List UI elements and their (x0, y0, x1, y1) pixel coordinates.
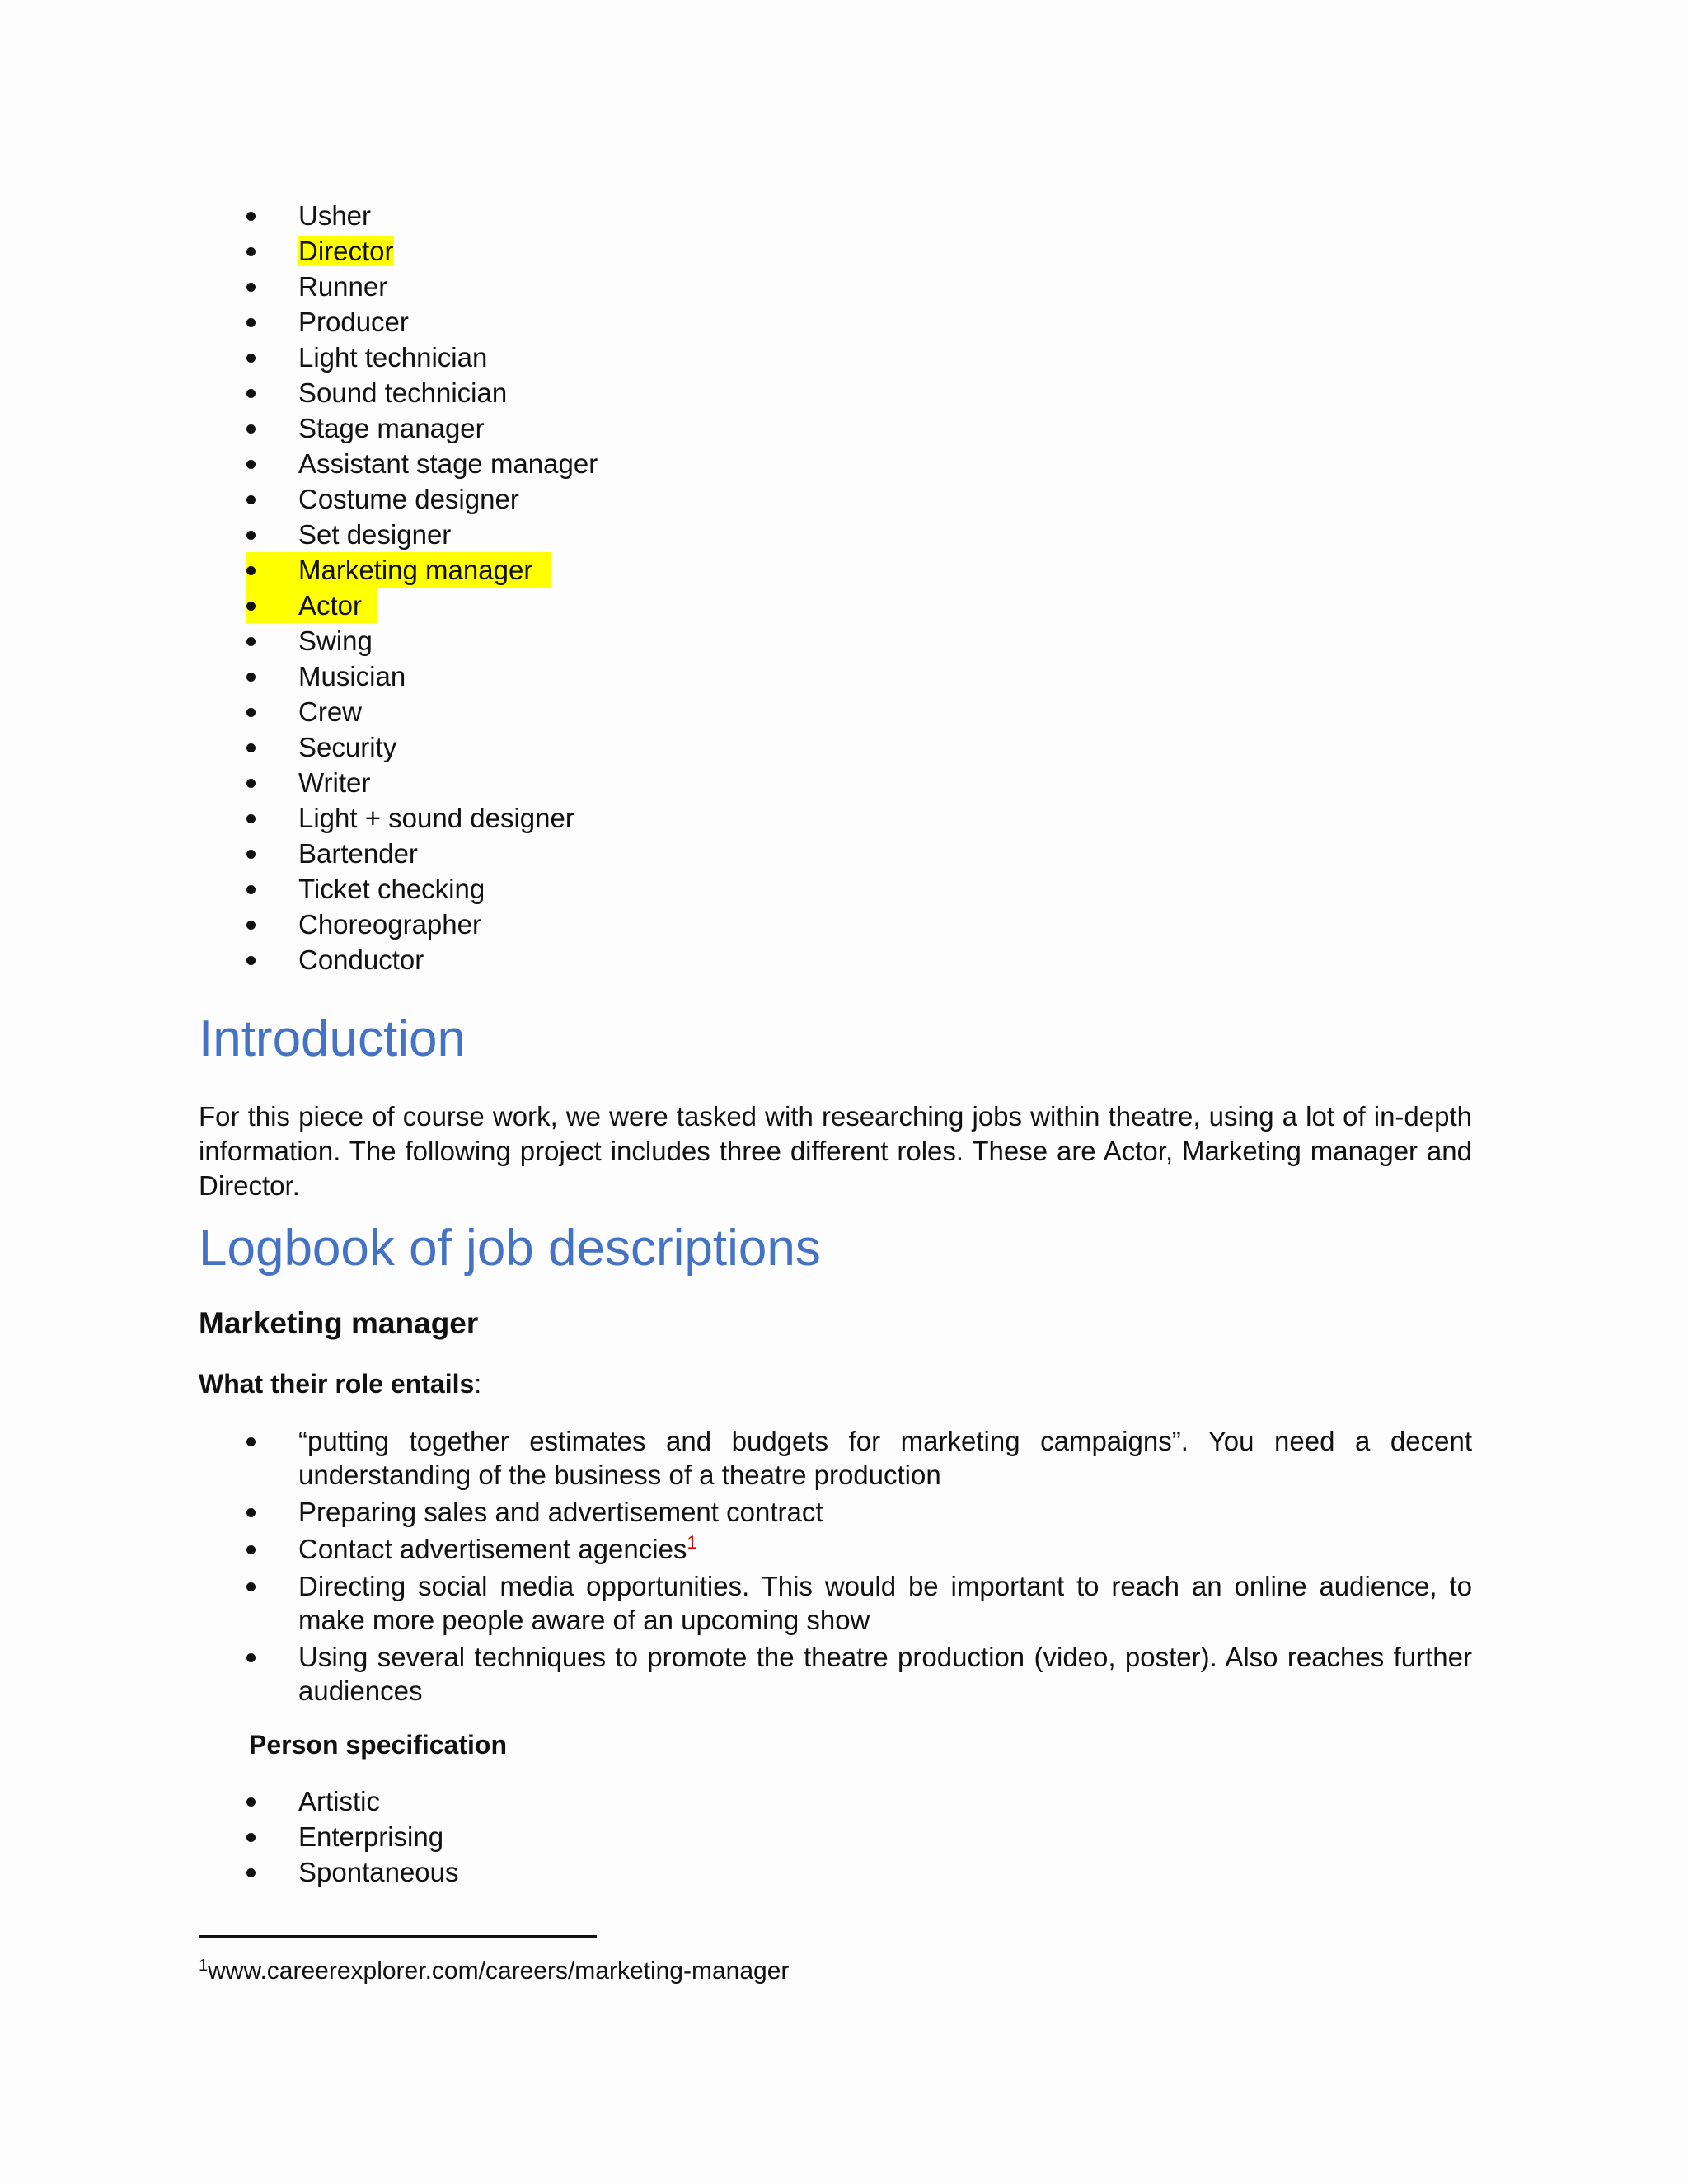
bullet-icon (246, 460, 256, 469)
person-spec-item-label: Artistic (298, 1786, 380, 1816)
roles-list-item-label: Actor (298, 590, 363, 621)
entails-list-item-text: Directing social media opportunities. This would be important to reach an online audience, to make more people aware of an upcoming show (298, 1571, 1472, 1635)
entails-list-item (0, 1569, 1472, 1637)
roles-list-item (0, 233, 598, 269)
bullet-icon (246, 956, 256, 965)
bullet-icon (246, 247, 256, 256)
roles-list-item-label: Set designer (298, 519, 452, 550)
roles-list-item (0, 304, 598, 340)
person-spec-item (0, 1783, 459, 1819)
introduction-heading: Introduction (199, 1010, 466, 1067)
roles-list-item (0, 623, 598, 658)
footnote (199, 1955, 789, 1988)
roles-list-item-label: Director (298, 236, 394, 266)
roles-list-item (0, 481, 598, 517)
roles-list-item-label: Costume designer (298, 484, 519, 514)
roles-list-item-label: Swing (298, 626, 373, 656)
roles-list-item-label: Writer (298, 767, 371, 798)
roles-list-item-label: Stage manager (298, 413, 485, 443)
role-entails-colon: : (474, 1369, 482, 1399)
entails-list-item-text: Preparing sales and advertisement contract (298, 1497, 823, 1527)
entails-list-item (0, 1495, 1472, 1529)
entails-list-item-text: Using several techniques to promote the theatre production (video, poster). Also reaches further audiences (298, 1642, 1472, 1706)
footnote-marker: 1 (199, 1957, 209, 1975)
roles-list-item (0, 375, 598, 410)
person-spec-label: Person specification (249, 1730, 507, 1760)
roles-list-item (0, 871, 598, 907)
bullet-icon (246, 424, 256, 434)
roles-list-item-label: Security (298, 732, 397, 762)
bullet-icon (246, 389, 256, 398)
bullet-icon (246, 318, 256, 327)
roles-list-item (0, 517, 598, 552)
roles-list-item (0, 800, 598, 836)
roles-list-item-label: Light technician (298, 342, 488, 373)
bullet-icon (246, 354, 256, 363)
roles-list-item-label: Conductor (298, 944, 424, 975)
role-title: Marketing manager (199, 1306, 479, 1340)
roles-list-item-label: Assistant stage manager (298, 448, 598, 479)
entails-list-item-text: Contact advertisement agencies (298, 1534, 687, 1564)
roles-list-item (0, 658, 598, 694)
person-spec-list (0, 1783, 459, 1890)
bullet-icon (246, 566, 256, 575)
bullet-icon (246, 1797, 256, 1807)
entails-list-item (0, 1532, 1472, 1566)
roles-list-item-label: Sound technician (298, 377, 508, 408)
bullet-icon (246, 779, 256, 788)
role-entails-list (0, 1424, 1472, 1711)
introduction-paragraph: For this piece of course work, we were tasked with researching jobs within theatre, using a lot of in-depth information. The following project includes three different roles. These are Actor, Marketing manager and Director. (199, 1101, 1472, 1201)
roles-list-item (0, 942, 598, 977)
bullet-icon (246, 1545, 256, 1554)
bullet-icon (246, 531, 256, 540)
roles-list-item-label: Producer (298, 307, 409, 337)
bullet-icon (246, 1508, 256, 1517)
roles-list-item (0, 446, 598, 481)
footnote-separator (199, 1935, 597, 1938)
bullet-icon (246, 1582, 256, 1591)
bullet-icon (246, 212, 256, 221)
roles-list-item-label: Choreographer (298, 909, 481, 940)
bullet-icon (246, 743, 256, 752)
bullet-icon (246, 850, 256, 859)
bullet-icon (246, 921, 256, 930)
entails-list-item (0, 1640, 1472, 1708)
roles-list-item-label: Ticket checking (298, 874, 485, 904)
roles-list-item (0, 340, 598, 375)
person-spec-item-label: Spontaneous (298, 1857, 459, 1887)
roles-list-item (0, 588, 598, 623)
bullet-icon (246, 885, 256, 894)
bullet-icon (246, 637, 256, 646)
role-entails-label (199, 1366, 481, 1401)
roles-list-item-label: Usher (298, 200, 372, 231)
theatre-roles-list (0, 198, 598, 977)
roles-list-item (0, 198, 598, 233)
footnote-url: www.careerexplorer.com/careers/marketing-manager (208, 1957, 790, 1985)
bullet-icon (246, 283, 256, 292)
bullet-icon (246, 708, 256, 717)
person-spec-item-label: Enterprising (298, 1821, 444, 1852)
bullet-icon (246, 602, 256, 611)
roles-list-item (0, 410, 598, 446)
roles-list-item (0, 552, 598, 588)
bullet-icon (246, 1653, 256, 1662)
bullet-icon (246, 1868, 256, 1877)
roles-list-item-label: Musician (298, 661, 406, 691)
bullet-icon (246, 495, 256, 504)
bullet-icon (246, 814, 256, 823)
footnote-reference[interactable]: 1 (687, 1532, 697, 1553)
roles-list-item (0, 836, 598, 871)
bullet-icon (246, 1833, 256, 1842)
roles-list-item-label: Bartender (298, 838, 418, 869)
entails-list-item (0, 1424, 1472, 1492)
logbook-heading: Logbook of job descriptions (199, 1220, 821, 1277)
roles-list-item (0, 765, 598, 800)
roles-list-item (0, 694, 598, 729)
roles-list-item (0, 269, 598, 304)
role-entails-label-text: What their role entails (199, 1369, 475, 1399)
roles-list-item (0, 907, 598, 942)
roles-list-item-label: Marketing manager (298, 555, 533, 585)
roles-list-item (0, 729, 598, 765)
person-spec-item (0, 1854, 459, 1890)
person-spec-item (0, 1819, 459, 1854)
roles-list-item-label: Runner (298, 271, 388, 302)
bullet-icon (246, 673, 256, 682)
roles-list-item-label: Crew (298, 696, 363, 727)
roles-list-item-label: Light + sound designer (298, 803, 574, 833)
bullet-icon (246, 1437, 256, 1446)
entails-list-item-text: “putting together estimates and budgets for marketing campaigns”. You need a decent understanding of the business of a theatre production (298, 1426, 1472, 1490)
